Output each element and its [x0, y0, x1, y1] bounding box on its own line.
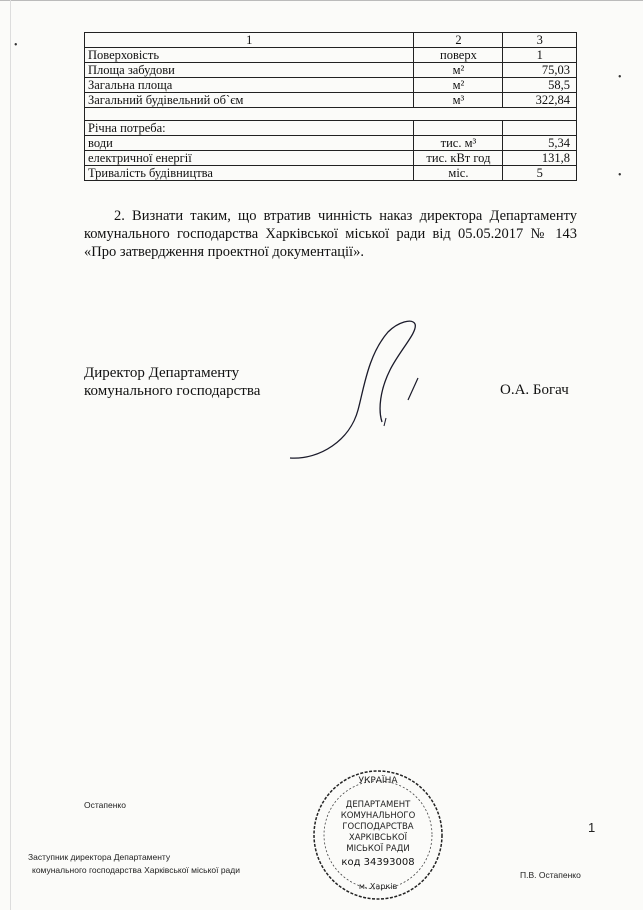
row-name: Площа забудови: [85, 63, 414, 78]
stamp-top-arc: УКРАЇНА: [358, 776, 398, 786]
table-row: [85, 93, 577, 108]
scan-edge-top: [0, 0, 643, 5]
table-row: [85, 48, 577, 63]
signatory-name: О.А. Богач: [500, 382, 569, 398]
stamp-line3: ГОСПОДАРСТВА: [342, 822, 414, 832]
scan-dot: •: [618, 170, 622, 181]
table-header-cell: 2: [414, 33, 503, 48]
table-header-cell: 1: [85, 33, 414, 48]
footer-initials-name: П.В. Остапенко: [520, 870, 581, 880]
table-header-cell: 3: [503, 33, 577, 48]
parameters-table: [84, 32, 577, 181]
footer-deputy-line2: комунального господарства Харківської міської ради: [32, 865, 240, 875]
stamp-line4: ХАРКІВСЬКОЇ: [348, 833, 408, 843]
row-unit: тис. м³: [414, 136, 503, 151]
row-value: 75,03: [503, 63, 577, 78]
paragraph-2: [84, 207, 577, 261]
blank-cell: [85, 108, 577, 121]
row-name: води: [85, 136, 414, 151]
stamp-line5: МІСЬКОЇ РАДИ: [346, 844, 410, 854]
scan-dot: •: [14, 40, 18, 51]
table-row: [85, 136, 577, 151]
footer-surname: Остапенко: [84, 800, 126, 810]
row-value: 58,5: [503, 78, 577, 93]
signatory-title: [84, 364, 260, 400]
row-value: 5,34: [503, 136, 577, 151]
footer-page-mark: 1: [588, 820, 596, 835]
stamp-line1: ДЕПАРТАМЕНТ: [345, 800, 411, 810]
table-row: [85, 121, 577, 136]
row-name: Загальна площа: [85, 78, 414, 93]
table-row: [85, 78, 577, 93]
table-row: [85, 166, 577, 181]
footer-deputy-line1: Заступник директора Департаменту: [28, 852, 171, 862]
stamp-bottom: м. Харків: [358, 882, 398, 891]
handwritten-signature: [280, 310, 440, 470]
scan-dot: •: [618, 72, 622, 83]
row-unit: м²: [414, 63, 503, 78]
row-name: Загальний будівельний об`єм: [85, 93, 414, 108]
row-unit: м²: [414, 78, 503, 93]
row-value: 5: [503, 166, 577, 181]
row-unit: м³: [414, 93, 503, 108]
table-header-row: [85, 33, 577, 48]
official-stamp: [308, 765, 448, 905]
row-unit: поверх: [414, 48, 503, 63]
paragraph-2-text: 2. Визнати таким, що втратив чинність наказ директора Департаменту комунального господарства Харківської міської ради від 05.05.2017 № 143 «Про затвердження проектної документації».: [84, 208, 577, 260]
table-blank-row: [85, 108, 577, 121]
row-unit: [414, 121, 503, 136]
annual-label: Річна потреба:: [85, 121, 414, 136]
row-name: Поверховість: [85, 48, 414, 63]
stamp-code: код 34393008: [341, 857, 415, 868]
row-value: 1: [503, 48, 577, 63]
row-value: [503, 121, 577, 136]
scan-edge-left: [10, 0, 11, 910]
row-unit: тис. кВт год: [414, 151, 503, 166]
row-unit: міс.: [414, 166, 503, 181]
signatory-title-line1: Директор Департаменту: [84, 365, 240, 381]
stamp-line2: КОМУНАЛЬНОГО: [340, 811, 416, 821]
row-value: 322,84: [503, 93, 577, 108]
row-name: електричної енергії: [85, 151, 414, 166]
row-name: Тривалість будівництва: [85, 166, 414, 181]
row-value: 131,8: [503, 151, 577, 166]
table-row: [85, 151, 577, 166]
signatory-title-line2: комунального господарства: [84, 383, 261, 399]
table-row: [85, 63, 577, 78]
